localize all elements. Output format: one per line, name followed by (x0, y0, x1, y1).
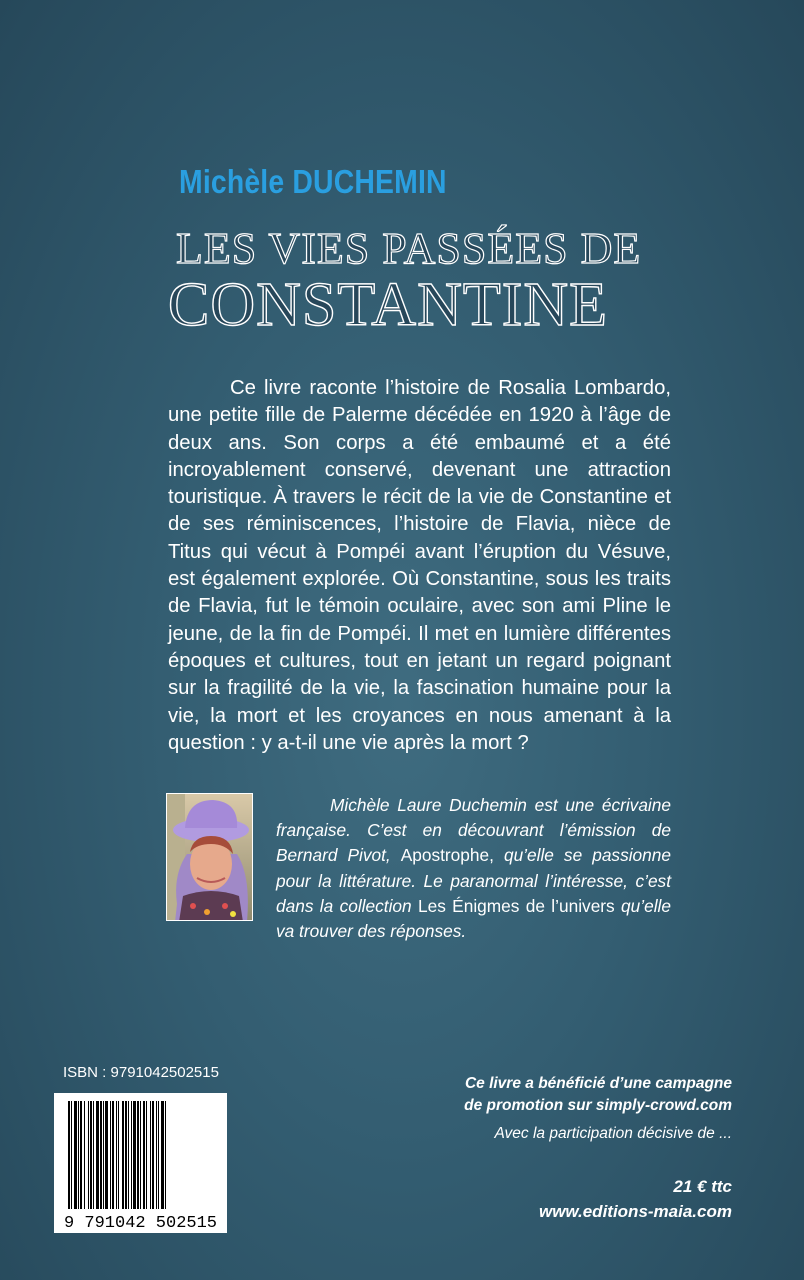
author-name: Michèle DUCHEMIN (179, 163, 447, 200)
price: 21 € ttc (673, 1177, 732, 1196)
promo-line1: Ce livre a bénéficié d’une campagne (464, 1075, 732, 1092)
author-photo (166, 793, 253, 921)
bio-collection-name: Les Énigmes de l’univers (417, 895, 615, 916)
barcode-bars (54, 1093, 227, 1233)
barcode (54, 1093, 227, 1233)
bio-part1: Michèle Laure Duchemin est une écrivaine française. C’est en découvrant l’émission de Bernard Pivot, (276, 795, 671, 866)
author-bio (276, 793, 671, 944)
bio-show-name: Apostrophe, (400, 845, 494, 866)
book-title-line1: LES VIES PASSÉES DE (176, 224, 642, 273)
promo-line2: de promotion sur simply-crowd.com (464, 1097, 732, 1114)
website: www.editions-maia.com (538, 1202, 732, 1221)
bio-part2: qu’elle se passionne pour la littérature. Le paranormal l’intéresse, c’est dans la collection (276, 845, 671, 916)
isbn-label: ISBN : 9791042502515 (63, 1064, 219, 1081)
book-title-line2: CONSTANTINE (168, 271, 609, 339)
promo-text (402, 1073, 732, 1117)
synopsis-text: Ce livre raconte l’histoire de Rosalia Lombardo, une petite fille de Palerme décédée en 1920 à l’âge de deux ans. Son corps a été embaumé et a été incroyablement conservé, devenant une attraction touristique. À travers le récit de la vie de Constantine et de ses réminiscences, l’histoire de Flavia, nièce de Titus qui vécut à Pompéi avant l’éruption du Vésuve, est également explorée. Où Constantine, sous les traits de Flavia, fut le témoin oculaire, avec son ami Pline le jeune, de la fin de Pompéi. Il met en lumière différentes époques et cultures, tout en jetant un regard poignant sur la fragilité de la vie, la fascination humaine pour la vie, la mort et les croyances en nous amenant à la question : y a-t-il une vie après la mort ? (168, 377, 671, 754)
participation-text: Avec la participation décisive de ... (494, 1125, 732, 1142)
barcode-digits: 9 791042 502515 (63, 1214, 218, 1233)
bio-part3: qu’elle va trouver des réponses. (276, 895, 671, 942)
